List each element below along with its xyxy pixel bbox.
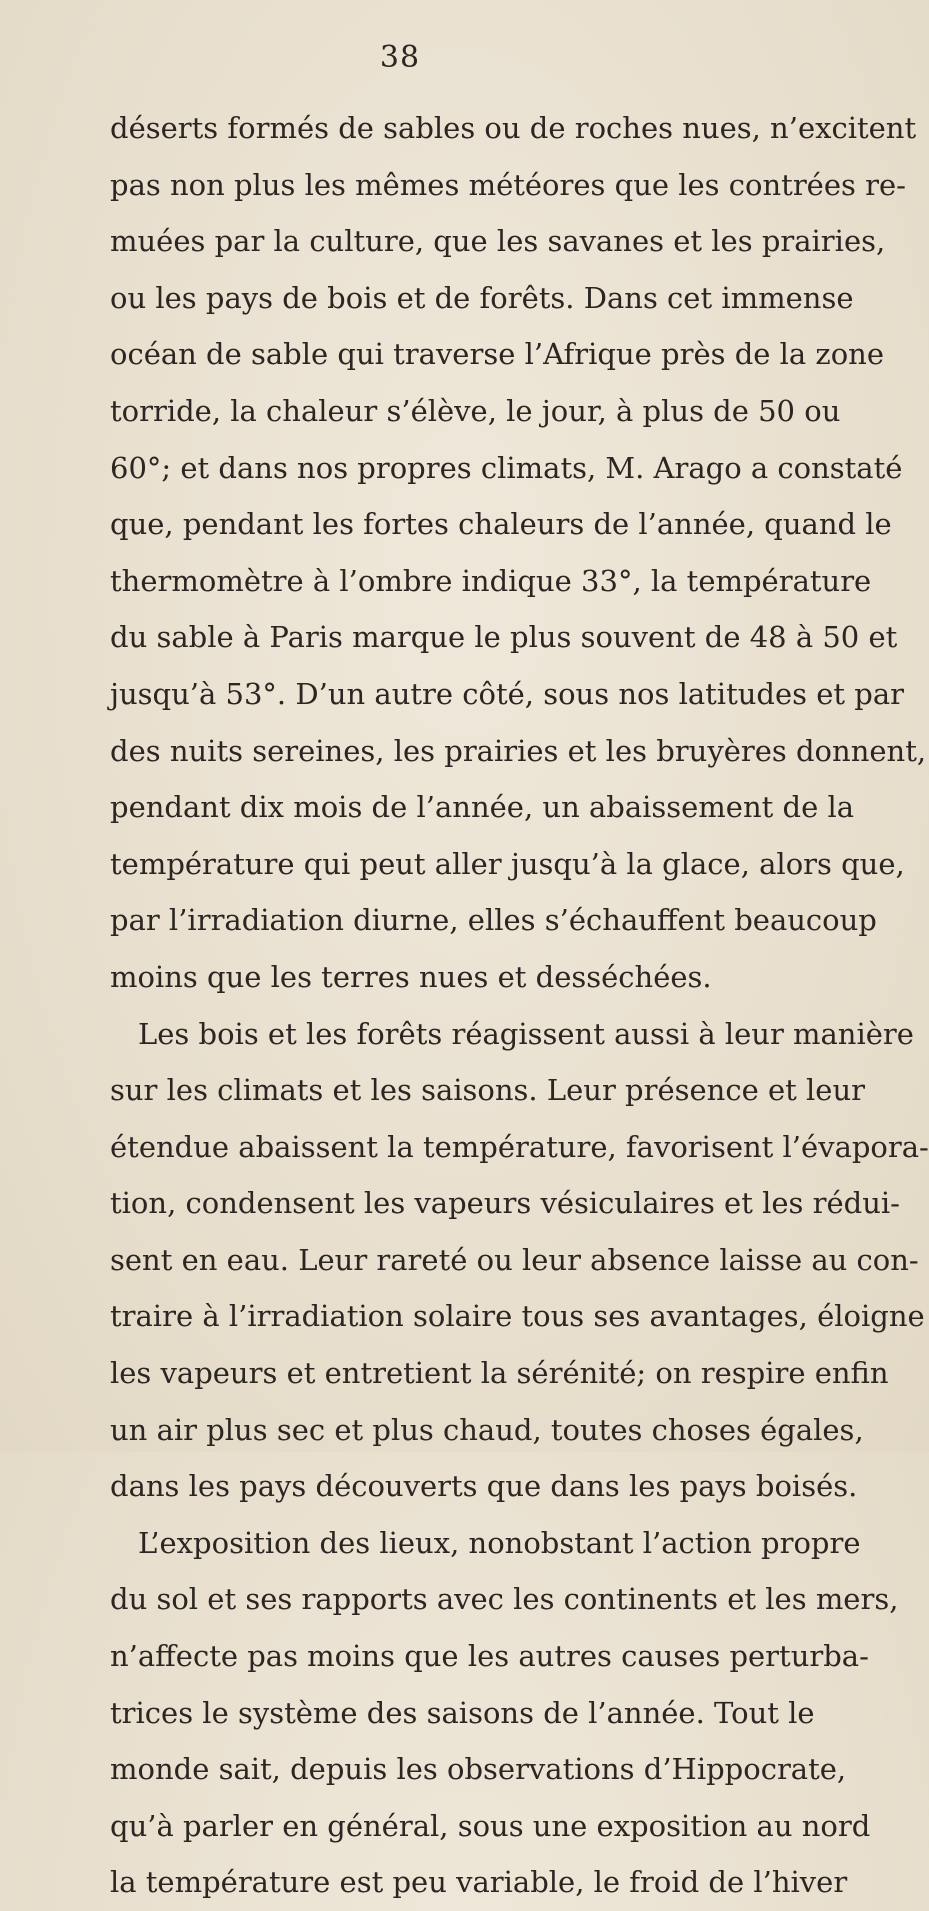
text-line: du sable à Paris marque le plus souvent de 48 à 50 et	[110, 620, 898, 655]
text-line: n’affecte pas moins que les autres causes perturba-	[110, 1639, 869, 1674]
text-line: jusqu’à 53°. D’un autre côté, sous nos latitudes et par	[110, 676, 904, 711]
text-line: tion, condensent les vapeurs vésiculaires et les rédui-	[110, 1186, 900, 1221]
text-line: qu’à parler en général, sous une exposition au nord	[110, 1808, 871, 1843]
paragraph-start-line: Les bois et les forêts réagissent aussi à leur manière	[138, 1016, 914, 1051]
text-line: les vapeurs et entretient la sérénité; on respire enfin	[110, 1356, 889, 1391]
page-number: 38	[379, 40, 421, 75]
text-line: étendue abaissent la température, favorisent l’évapora-	[110, 1129, 929, 1164]
text-line: monde sait, depuis les observations d’Hippocrate,	[110, 1752, 847, 1787]
text-line: sur les climats et les saisons. Leur présence et leur	[110, 1073, 865, 1108]
paragraph-end-line: moins que les terres nues et desséchées.	[110, 959, 712, 994]
text-line: des nuits sereines, les prairies et les bruyères donnent,	[110, 733, 927, 768]
text-line: torride, la chaleur s’élève, le jour, à plus de 50 ou	[110, 393, 841, 428]
text-line: la température est peu variable, le froid de l’hiver	[110, 1865, 848, 1900]
text-line: du sol et ses rapports avec les continents et les mers,	[110, 1582, 899, 1617]
paragraph-end-line: dans les pays découverts que dans les pays boisés.	[110, 1469, 858, 1504]
text-line: ou les pays de bois et de forêts. Dans cet immense	[110, 280, 854, 315]
text-line: traire à l’irradiation solaire tous ses avantages, éloigne	[110, 1299, 925, 1334]
text-line: température qui peut aller jusqu’à la glace, alors que,	[110, 846, 905, 881]
text-line: déserts formés de sables ou de roches nues, n’excitent	[110, 111, 917, 145]
text-line: 60°; et dans nos propres climats, M. Arago a constaté	[110, 450, 903, 485]
text-line: pendant dix mois de l’année, un abaissement de la	[110, 790, 855, 825]
text-line: que, pendant les fortes chaleurs de l’année, quand le	[110, 507, 892, 542]
text-line: sent en eau. Leur rareté ou leur absence laisse au con-	[110, 1242, 919, 1277]
text-line: pas non plus les mêmes météores que les contrées re-	[110, 167, 906, 202]
text-line: trices le système des saisons de l’année. Tout le	[110, 1695, 815, 1730]
text-line: par l’irradiation diurne, elles s’échauffent beaucoup	[110, 903, 877, 938]
body-text	[110, 100, 929, 1911]
text-line: muées par la culture, que les savanes et les prairies,	[110, 224, 886, 259]
text-line: un air plus sec et plus chaud, toutes choses égales,	[110, 1412, 864, 1447]
text-line: thermomètre à l’ombre indique 33°, la température	[110, 563, 872, 598]
text-line: océan de sable qui traverse l’Afrique près de la zone	[110, 337, 885, 372]
paragraph-start-line: L’exposition des lieux, nonobstant l’action propre	[138, 1525, 861, 1560]
